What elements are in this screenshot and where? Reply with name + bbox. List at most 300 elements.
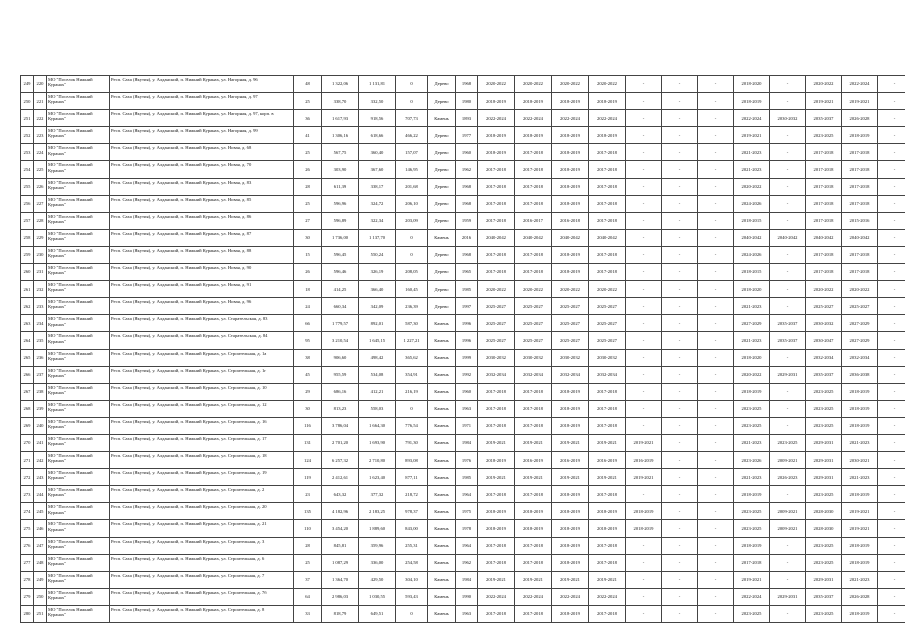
municipality-cell: МО "Поселок Нижний Куранах" <box>47 298 110 315</box>
period-cell: 2018-2019 <box>552 161 589 178</box>
item-number-cell: 228 <box>34 212 47 229</box>
period-cell: - <box>770 212 806 229</box>
item-number-cell: 225 <box>34 161 47 178</box>
item-number-cell: 235 <box>34 332 47 349</box>
period-cell: 2017-2018 <box>589 264 626 281</box>
period-cell: - <box>878 452 905 469</box>
wall-material-cell: Дерево <box>428 195 456 212</box>
period-cell: - <box>698 127 734 144</box>
table-row <box>21 503 905 520</box>
period-cell: - <box>770 605 806 622</box>
address-cell: Респ. Саха (Якутия), у. Алданский, п. Нижний Куранах, ул. Строительная, д. 2 <box>110 486 294 503</box>
apartments-cell: 36 <box>294 110 322 127</box>
period-cell: - <box>878 605 905 622</box>
item-number-cell: 226 <box>34 178 47 195</box>
period-cell: 2017-2018 <box>478 486 515 503</box>
municipality-cell: МО "Поселок Нижний Куранах" <box>47 127 110 144</box>
period-cell: - <box>662 76 698 93</box>
period-cell: 2019-2021 <box>589 469 626 486</box>
period-cell: 2016-2018 <box>552 212 589 229</box>
period-cell: 2025-2027 <box>589 298 626 315</box>
living-area-cell: 550,24 <box>359 246 396 263</box>
period-cell: - <box>626 349 662 366</box>
period-cell: - <box>626 383 662 400</box>
build-year-cell: 1963 <box>456 605 478 622</box>
period-cell: 2030-2032 <box>515 349 552 366</box>
address-cell: Респ. Саха (Якутия), у. Алданский, п. Нижний Куранах, ул. Новая, д. 96 <box>110 298 294 315</box>
period-cell: - <box>626 417 662 434</box>
wall-material-cell: Камень <box>428 452 456 469</box>
period-cell: 2035-2037 <box>770 315 806 332</box>
municipality-cell: МО "Поселок Нижний Куранах" <box>47 469 110 486</box>
address-cell: Респ. Саха (Якутия), у. Алданский, п. Нижний Куранах, ул. Строительная, д. 12 <box>110 400 294 417</box>
table-row <box>21 349 905 366</box>
apartments-cell: 38 <box>294 349 322 366</box>
period-cell: 2016-2017 <box>515 212 552 229</box>
period-cell: 2018-2019 <box>734 537 770 554</box>
period-cell: - <box>698 452 734 469</box>
wall-material-cell: Дерево <box>428 76 456 93</box>
total-area-cell: 1 322,06 <box>322 76 359 93</box>
living-area-cell: 1 623,40 <box>359 469 396 486</box>
period-cell: - <box>662 434 698 451</box>
municipality-cell: МО "Поселок Нижний Куранах" <box>47 246 110 263</box>
period-cell: 2017-2018 <box>478 178 515 195</box>
period-cell: 2017-2018 <box>515 417 552 434</box>
nonresidential-area-cell: 157,07 <box>396 144 428 161</box>
period-cell: - <box>878 434 905 451</box>
nonresidential-area-cell: 203,09 <box>396 212 428 229</box>
total-area-cell: 596,96 <box>322 195 359 212</box>
build-year-cell: 1960 <box>456 144 478 161</box>
wall-material-cell: Камень <box>428 434 456 451</box>
period-cell: 2009-2021 <box>770 520 806 537</box>
period-cell: - <box>698 400 734 417</box>
period-cell: - <box>662 400 698 417</box>
period-cell: 2018-2019 <box>515 127 552 144</box>
period-cell: 2019-2021 <box>734 571 770 588</box>
row-number-cell: 267 <box>21 383 34 400</box>
period-cell: - <box>878 144 905 161</box>
address-cell: Респ. Саха (Якутия), у. Алданский, п. Нижний Куранах, ул. Старательская, д. 84 <box>110 332 294 349</box>
municipality-cell: МО "Поселок Нижний Куранах" <box>47 503 110 520</box>
municipality-cell: МО "Поселок Нижний Куранах" <box>47 229 110 246</box>
period-cell: 2017-2018 <box>515 195 552 212</box>
row-number-cell: 252 <box>21 127 34 144</box>
period-cell: 2019-2021 <box>552 469 589 486</box>
apartments-cell: 33 <box>294 605 322 622</box>
period-cell: - <box>626 76 662 93</box>
item-number-cell: 241 <box>34 434 47 451</box>
apartments-cell: 28 <box>294 178 322 195</box>
nonresidential-area-cell: 593,43 <box>396 588 428 605</box>
period-cell: - <box>878 332 905 349</box>
apartments-cell: 28 <box>294 537 322 554</box>
period-cell: 2040-2042 <box>734 229 770 246</box>
item-number-cell: 233 <box>34 298 47 315</box>
period-cell: - <box>662 161 698 178</box>
total-area-cell: 955,59 <box>322 366 359 383</box>
period-cell: 2025-2027 <box>842 298 878 315</box>
build-year-cell: 1968 <box>456 246 478 263</box>
period-cell: 2022-2024 <box>842 76 878 93</box>
period-cell: 2021-2023 <box>842 434 878 451</box>
period-cell: - <box>662 178 698 195</box>
period-cell: 2017-2018 <box>842 144 878 161</box>
period-cell: 2021-2023 <box>734 161 770 178</box>
nonresidential-area-cell: 255,31 <box>396 537 428 554</box>
wall-material-cell: Дерево <box>428 144 456 161</box>
row-number-cell: 256 <box>21 195 34 212</box>
wall-material-cell: Камень <box>428 554 456 571</box>
row-number-cell: 280 <box>21 605 34 622</box>
address-cell: Респ. Саха (Якутия), у. Алданский, п. Нижний Куранах, ул. Нагорная, д. 97, корп. в <box>110 110 294 127</box>
period-cell: - <box>626 110 662 127</box>
nonresidential-area-cell: 304,10 <box>396 571 428 588</box>
total-area-cell: 2 701,20 <box>322 434 359 451</box>
period-cell: 2018-2019 <box>734 383 770 400</box>
municipality-cell: МО "Поселок Нижний Куранах" <box>47 93 110 110</box>
living-area-cell: 324,72 <box>359 195 396 212</box>
period-cell: 2019-2021 <box>478 469 515 486</box>
nonresidential-area-cell: 877,11 <box>396 469 428 486</box>
nonresidential-area-cell: 206,10 <box>396 195 428 212</box>
period-cell: 2018-2019 <box>842 554 878 571</box>
nonresidential-area-cell: 0 <box>396 400 428 417</box>
living-area-cell: 360,40 <box>359 144 396 161</box>
period-cell: 2032-2034 <box>842 349 878 366</box>
period-cell: - <box>662 246 698 263</box>
nonresidential-area-cell: 216,19 <box>396 383 428 400</box>
period-cell: - <box>662 212 698 229</box>
period-cell: 2021-2023 <box>734 332 770 349</box>
address-cell: Респ. Саха (Якутия), у. Алданский, п. Нижний Куранах, ул. Строительная, д. 20 <box>110 503 294 520</box>
item-number-cell: 223 <box>34 127 47 144</box>
living-area-cell: 322,34 <box>359 212 396 229</box>
nonresidential-area-cell: 160,45 <box>396 281 428 298</box>
period-cell: 2029-2031 <box>806 571 842 588</box>
period-cell: - <box>626 161 662 178</box>
table-row <box>21 93 905 110</box>
period-cell: - <box>878 486 905 503</box>
total-area-cell: 845,81 <box>322 537 359 554</box>
row-number-cell: 262 <box>21 298 34 315</box>
build-year-cell: 1985 <box>456 281 478 298</box>
period-cell: - <box>662 452 698 469</box>
period-cell: 2018-2019 <box>552 400 589 417</box>
period-cell: - <box>698 315 734 332</box>
apartments-cell: 26 <box>294 161 322 178</box>
period-cell: 2020-2022 <box>478 281 515 298</box>
apartments-cell: 95 <box>294 332 322 349</box>
wall-material-cell: Камень <box>428 400 456 417</box>
living-area-cell: 367,60 <box>359 161 396 178</box>
period-cell: - <box>626 366 662 383</box>
period-cell: 2017-2018 <box>806 195 842 212</box>
period-cell: - <box>626 178 662 195</box>
period-cell: 2018-2019 <box>515 93 552 110</box>
period-cell: - <box>878 93 905 110</box>
period-cell: 2017-2018 <box>515 144 552 161</box>
period-cell: 2029-2031 <box>770 588 806 605</box>
address-cell: Респ. Саха (Якутия), у. Алданский, п. Нижний Куранах, ул. Строительная, д. 8 <box>110 605 294 622</box>
period-cell: - <box>878 400 905 417</box>
table-row <box>21 195 905 212</box>
total-area-cell: 1 617,93 <box>322 110 359 127</box>
period-cell: 2025-2027 <box>806 298 842 315</box>
row-number-cell: 270 <box>21 434 34 451</box>
period-cell: - <box>626 298 662 315</box>
total-area-cell: 2 986,03 <box>322 588 359 605</box>
municipality-cell: МО "Поселок Нижний Куранах" <box>47 315 110 332</box>
total-area-cell: 6 257,32 <box>322 452 359 469</box>
apartments-cell: 124 <box>294 452 322 469</box>
period-cell: - <box>878 571 905 588</box>
period-cell: 2018-2019 <box>842 417 878 434</box>
period-cell: 2018-2019 <box>552 93 589 110</box>
period-cell: 2023-2025 <box>806 417 842 434</box>
period-cell: - <box>662 469 698 486</box>
period-cell: - <box>698 178 734 195</box>
municipality-cell: МО "Поселок Нижний Куранах" <box>47 452 110 469</box>
municipality-cell: МО "Поселок Нижний Куранах" <box>47 588 110 605</box>
period-cell: 2023-2025 <box>734 520 770 537</box>
living-area-cell: 1 030,55 <box>359 588 396 605</box>
period-cell: - <box>626 571 662 588</box>
period-cell: 2023-2025 <box>806 554 842 571</box>
row-number-cell: 278 <box>21 571 34 588</box>
wall-material-cell: Дерево <box>428 281 456 298</box>
item-number-cell: 245 <box>34 503 47 520</box>
nonresidential-area-cell: 587,30 <box>396 315 428 332</box>
period-cell: 2019-2021 <box>626 434 662 451</box>
period-cell: - <box>770 554 806 571</box>
housing-repair-schedule-table <box>20 75 905 623</box>
table-row <box>21 212 905 229</box>
address-cell: Респ. Саха (Якутия), у. Алданский, п. Нижний Куранах, ул. Строительная, д. 6 <box>110 554 294 571</box>
period-cell: - <box>698 298 734 315</box>
row-number-cell: 264 <box>21 332 34 349</box>
period-cell: - <box>698 212 734 229</box>
table-row <box>21 332 905 349</box>
wall-material-cell: Камень <box>428 366 456 383</box>
wall-material-cell: Камень <box>428 332 456 349</box>
period-cell: 2016-2019 <box>626 452 662 469</box>
period-cell: 2017-2018 <box>589 486 626 503</box>
apartments-cell: 25 <box>294 93 322 110</box>
period-cell: 2040-2042 <box>589 229 626 246</box>
period-cell: - <box>698 349 734 366</box>
period-cell: - <box>770 383 806 400</box>
row-number-cell: 271 <box>21 452 34 469</box>
period-cell: 2018-2019 <box>552 246 589 263</box>
period-cell: - <box>698 76 734 93</box>
period-cell: 2019-2021 <box>552 571 589 588</box>
period-cell: - <box>878 383 905 400</box>
period-cell: - <box>878 178 905 195</box>
item-number-cell: 230 <box>34 246 47 263</box>
build-year-cell: 1964 <box>456 486 478 503</box>
period-cell: 2017-2018 <box>478 212 515 229</box>
address-cell: Респ. Саха (Якутия), у. Алданский, п. Нижний Куранах, ул. Старательская, д. 83 <box>110 315 294 332</box>
period-cell: 2022-2024 <box>478 110 515 127</box>
period-cell: - <box>878 588 905 605</box>
apartments-cell: 45 <box>294 366 322 383</box>
period-cell: - <box>626 195 662 212</box>
period-cell: 2017-2018 <box>589 383 626 400</box>
living-area-cell: 326,19 <box>359 264 396 281</box>
period-cell: 2023-2025 <box>806 537 842 554</box>
period-cell: - <box>626 144 662 161</box>
period-cell: 2020-2022 <box>842 281 878 298</box>
period-cell: 2020-2022 <box>478 76 515 93</box>
row-number-cell: 274 <box>21 503 34 520</box>
nonresidential-area-cell: 1 227,21 <box>396 332 428 349</box>
period-cell: 2018-2020 <box>734 281 770 298</box>
address-cell: Респ. Саха (Якутия), у. Алданский, п. Нижний Куранах, ул. Новая, д. 90 <box>110 264 294 281</box>
build-year-cell: 1959 <box>456 212 478 229</box>
period-cell: - <box>878 212 905 229</box>
period-cell: 2032-2034 <box>589 366 626 383</box>
period-cell: - <box>698 434 734 451</box>
period-cell: 2018-2019 <box>626 520 662 537</box>
total-area-cell: 3 210,54 <box>322 332 359 349</box>
period-cell: 2040-2042 <box>515 229 552 246</box>
period-cell: - <box>662 383 698 400</box>
period-cell: - <box>698 264 734 281</box>
period-cell: - <box>662 537 698 554</box>
period-cell: 2017-2018 <box>515 537 552 554</box>
period-cell: 2019-2021 <box>478 434 515 451</box>
period-cell: 2017-2018 <box>589 178 626 195</box>
wall-material-cell: Камень <box>428 605 456 622</box>
period-cell: 2023-2025 <box>806 605 842 622</box>
apartments-cell: 131 <box>294 434 322 451</box>
period-cell: 2017-2018 <box>478 605 515 622</box>
period-cell: 2032-2034 <box>478 366 515 383</box>
period-cell: 2027-2029 <box>734 315 770 332</box>
period-cell: - <box>878 229 905 246</box>
period-cell: 2017-2018 <box>842 195 878 212</box>
period-cell: 2017-2018 <box>478 383 515 400</box>
period-cell: - <box>878 195 905 212</box>
apartments-cell: 41 <box>294 127 322 144</box>
period-cell: 2030-2032 <box>806 315 842 332</box>
apartments-cell: 30 <box>294 400 322 417</box>
period-cell: - <box>662 417 698 434</box>
municipality-cell: МО "Поселок Нижний Куранах" <box>47 571 110 588</box>
row-number-cell: 276 <box>21 537 34 554</box>
build-year-cell: 1962 <box>456 161 478 178</box>
total-area-cell: 4 182,96 <box>322 503 359 520</box>
item-number-cell: 247 <box>34 537 47 554</box>
total-area-cell: 567,75 <box>322 144 359 161</box>
row-number-cell: 268 <box>21 400 34 417</box>
build-year-cell: 1997 <box>456 298 478 315</box>
address-cell: Респ. Саха (Якутия), у. Алданский, п. Нижний Куранах, ул. Строительная, д. 21 <box>110 520 294 537</box>
total-area-cell: 660,34 <box>322 298 359 315</box>
period-cell: - <box>698 366 734 383</box>
period-cell: 2016-2019 <box>589 452 626 469</box>
period-cell: 2018-2019 <box>626 503 662 520</box>
period-cell: 2018-2019 <box>552 520 589 537</box>
period-cell: 2018-2019 <box>515 520 552 537</box>
wall-material-cell: Камень <box>428 110 456 127</box>
period-cell: - <box>770 349 806 366</box>
wall-material-cell: Камень <box>428 571 456 588</box>
table-row <box>21 417 905 434</box>
build-year-cell: 1960 <box>456 383 478 400</box>
period-cell: 2017-2018 <box>589 144 626 161</box>
nonresidential-area-cell: 146,95 <box>396 161 428 178</box>
period-cell: 2018-2019 <box>552 417 589 434</box>
living-area-cell: 498,42 <box>359 349 396 366</box>
period-cell: 2018-2015 <box>734 264 770 281</box>
period-cell: 2023-2025 <box>734 503 770 520</box>
period-cell: - <box>698 605 734 622</box>
period-cell: - <box>626 212 662 229</box>
build-year-cell: 1975 <box>456 503 478 520</box>
total-area-cell: 611,39 <box>322 178 359 195</box>
item-number-cell: 221 <box>34 93 47 110</box>
build-year-cell: 1992 <box>456 366 478 383</box>
period-cell: - <box>662 554 698 571</box>
period-cell: 2025-2027 <box>515 332 552 349</box>
period-cell: 2018-2019 <box>552 178 589 195</box>
table-row <box>21 229 905 246</box>
period-cell: 2035-2037 <box>806 588 842 605</box>
period-cell: 2030-2032 <box>478 349 515 366</box>
period-cell: 2016-2019 <box>515 452 552 469</box>
item-number-cell: 236 <box>34 349 47 366</box>
period-cell: 2022-2024 <box>734 110 770 127</box>
period-cell: 2022-2024 <box>734 588 770 605</box>
row-number-cell: 257 <box>21 212 34 229</box>
wall-material-cell: Камень <box>428 537 456 554</box>
total-area-cell: 596,89 <box>322 212 359 229</box>
wall-material-cell: Камень <box>428 349 456 366</box>
period-cell: 2022-2024 <box>515 588 552 605</box>
period-cell: - <box>626 588 662 605</box>
period-cell: 2029-2031 <box>806 469 842 486</box>
period-cell: - <box>626 127 662 144</box>
row-number-cell: 273 <box>21 486 34 503</box>
period-cell: 2024-2026 <box>734 195 770 212</box>
apartments-cell: 25 <box>294 144 322 161</box>
table-row <box>21 383 905 400</box>
period-cell: 2021-2023 <box>734 434 770 451</box>
period-cell: 2040-2042 <box>552 229 589 246</box>
period-cell: - <box>698 161 734 178</box>
period-cell: 2017-2018 <box>515 605 552 622</box>
period-cell: - <box>878 127 905 144</box>
build-year-cell: 1968 <box>456 76 478 93</box>
period-cell: 2018-2019 <box>589 520 626 537</box>
period-cell: - <box>698 332 734 349</box>
period-cell: 2032-2034 <box>515 366 552 383</box>
address-cell: Респ. Саха (Якутия), у. Алданский, п. Нижний Куранах, ул. Строительная, д. 1г <box>110 366 294 383</box>
period-cell: 2018-2019 <box>478 520 515 537</box>
period-cell: - <box>626 93 662 110</box>
period-cell: - <box>698 229 734 246</box>
wall-material-cell: Камень <box>428 503 456 520</box>
nonresidential-area-cell: 365,62 <box>396 349 428 366</box>
period-cell: - <box>878 110 905 127</box>
build-year-cell: 1996 <box>456 315 478 332</box>
period-cell: 2035-2037 <box>806 110 842 127</box>
period-cell: - <box>662 605 698 622</box>
period-cell: 2017-2018 <box>478 554 515 571</box>
